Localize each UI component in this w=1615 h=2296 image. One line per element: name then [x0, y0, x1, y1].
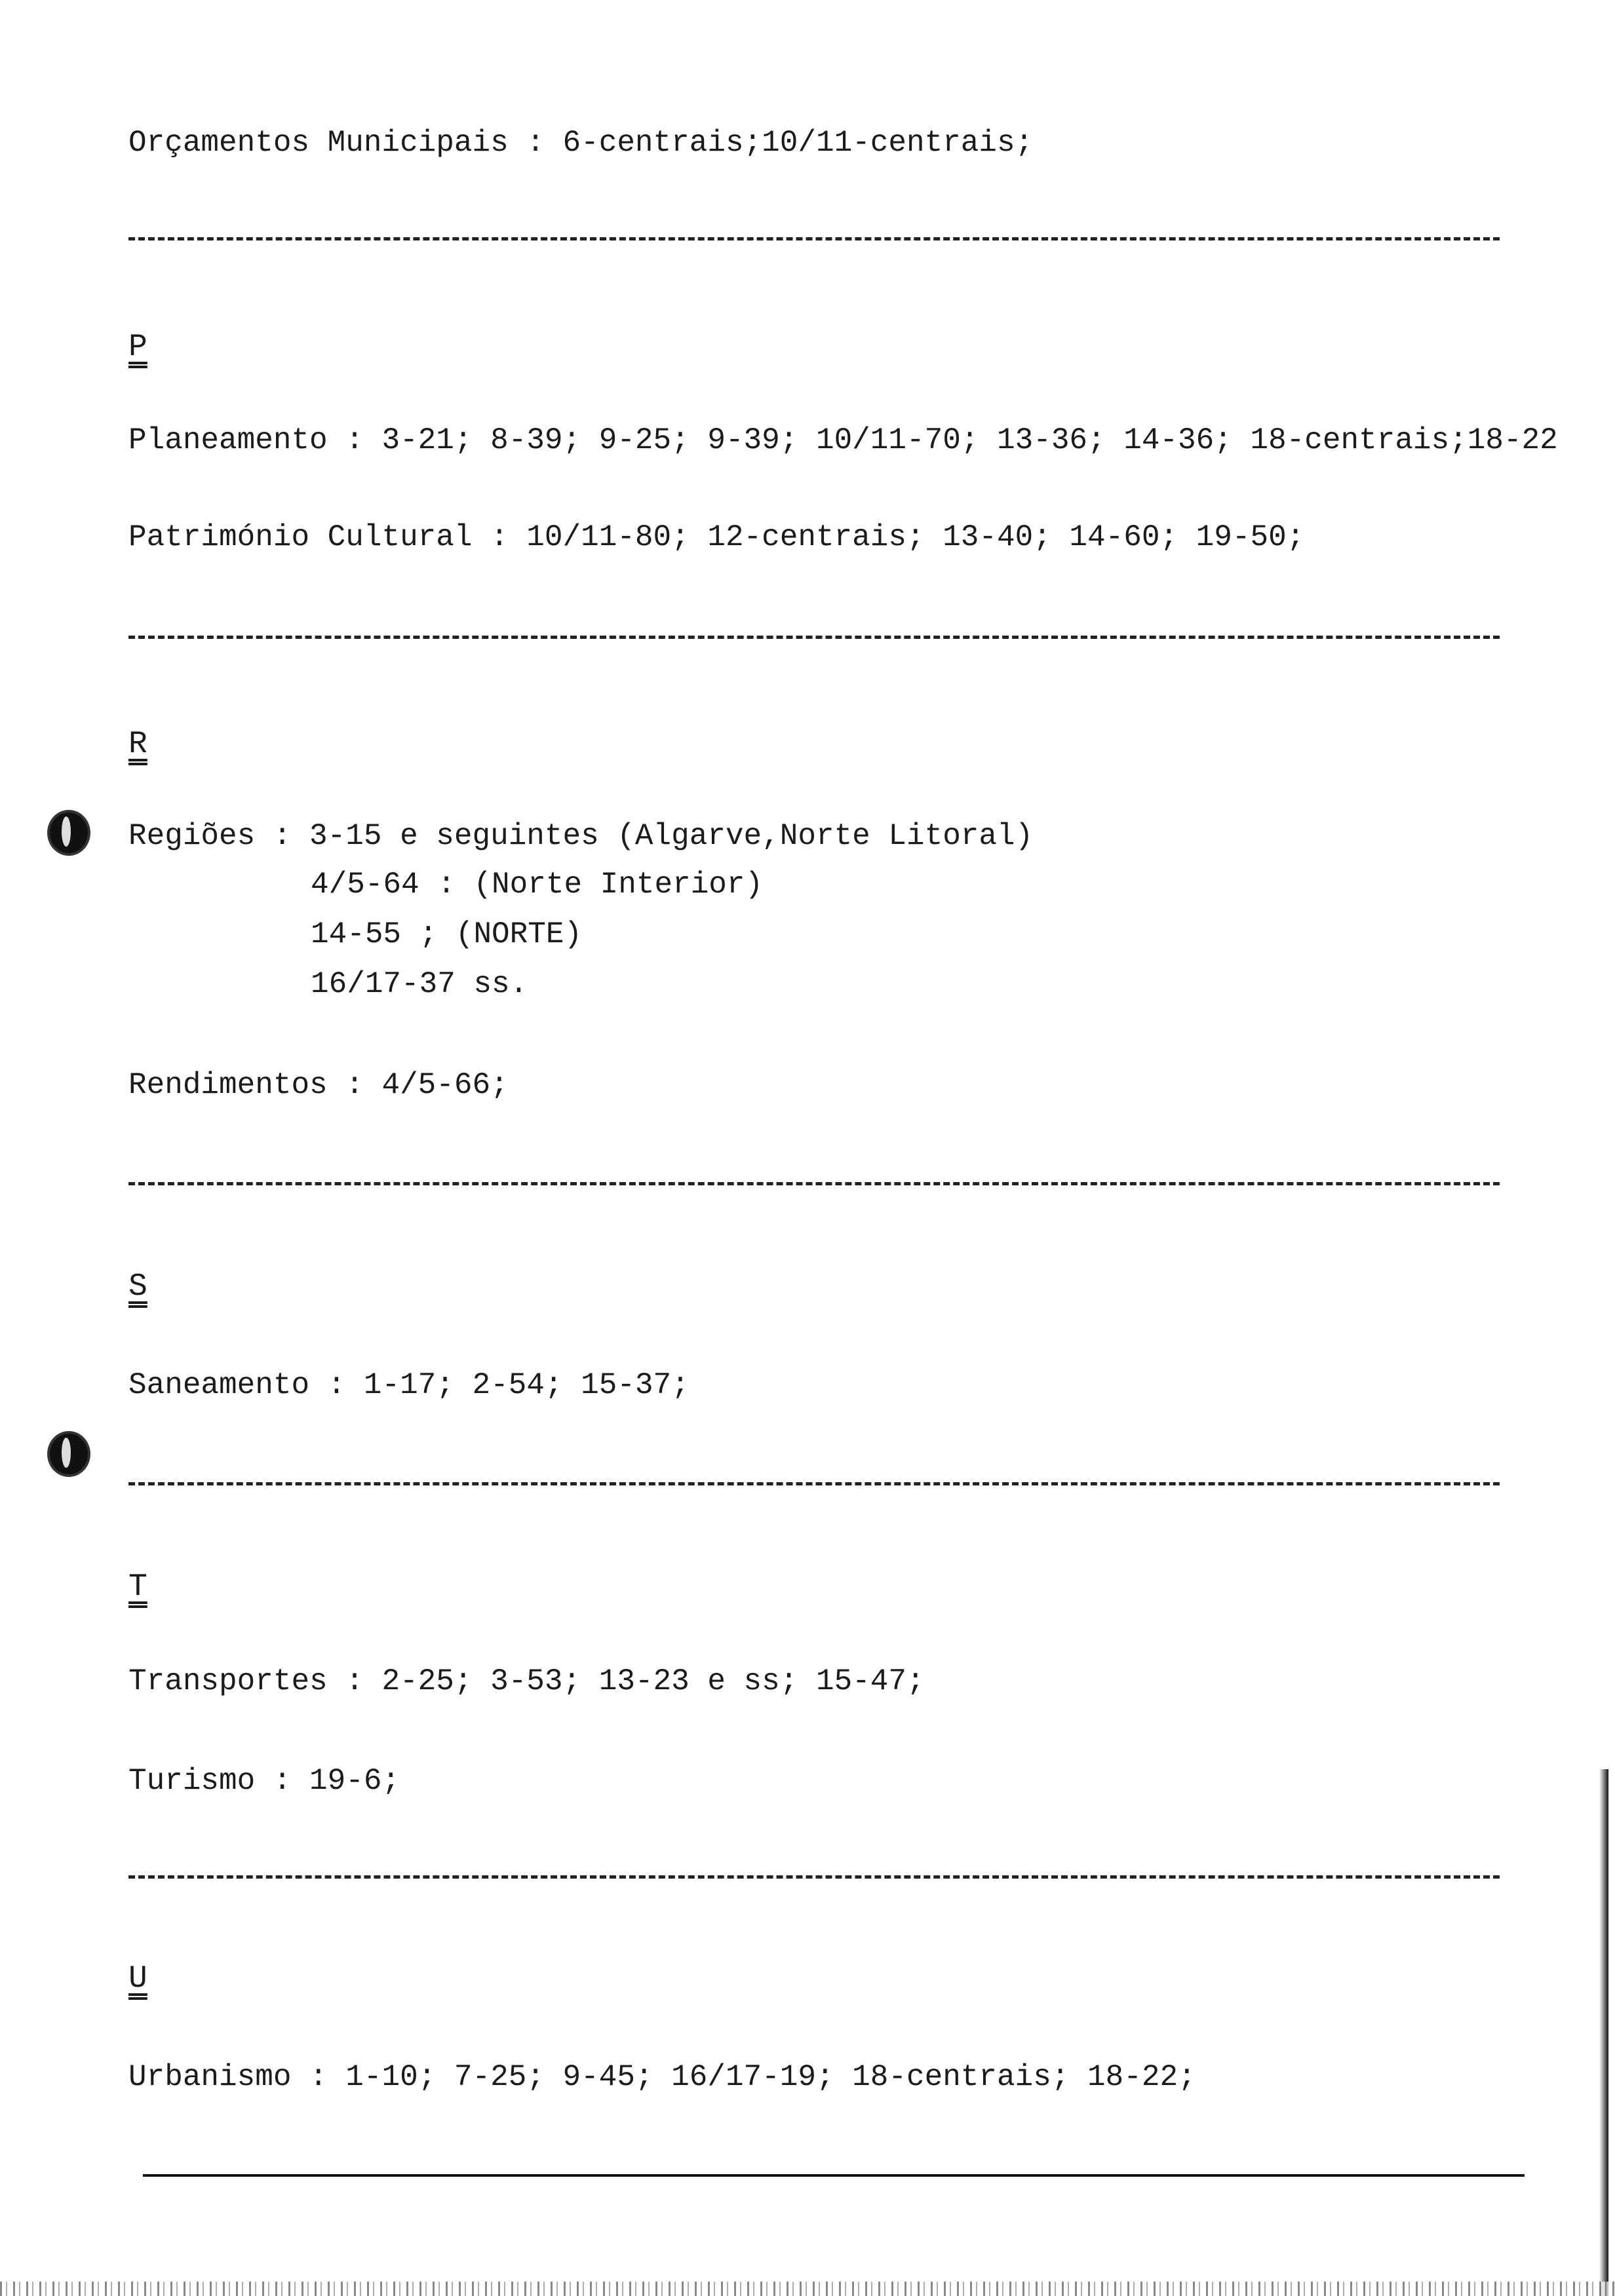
bottom-rule — [143, 2174, 1525, 2177]
entry-regioes-line-4: 16/17-37 ss. — [311, 967, 528, 1001]
entry-saneamento: Saneamento : 1-17; 2-54; 15-37; — [128, 1368, 690, 1402]
scan-edge-shadow — [1599, 1769, 1608, 2296]
scan-bottom-edge — [0, 2282, 1615, 2296]
section-letter-r: R — [128, 727, 147, 762]
separator-4 — [128, 1482, 1500, 1485]
punch-hole-icon — [47, 810, 90, 856]
entry-patrimonio: Património Cultural : 10/11-80; 12-centrais; 13-40; 14-60; 19-50; — [128, 520, 1305, 554]
entry-regioes: Regiões : 3-15 e seguintes (Algarve,Norte Litoral) — [128, 819, 1034, 853]
punch-hole-icon — [47, 1431, 90, 1477]
separator-1 — [128, 237, 1500, 240]
separator-2 — [128, 636, 1500, 639]
section-letter-p: P — [128, 330, 147, 365]
section-letter-s: S — [128, 1269, 147, 1305]
entry-transportes: Transportes : 2-25; 3-53; 13-23 e ss; 15-47; — [128, 1664, 925, 1698]
entry-regioes-line-2: 4/5-64 : (Norte Interior) — [311, 868, 764, 902]
entry-planeamento: Planeamento : 3-21; 8-39; 9-25; 9-39; 10/11-70; 13-36; 14-36; 18-centrais;18-22 — [128, 423, 1558, 457]
entry-regioes-line-3: 14-55 ; (NORTE) — [311, 917, 583, 951]
section-letter-t: T — [128, 1569, 147, 1605]
section-letter-u: U — [128, 1961, 147, 1997]
entry-urbanismo: Urbanismo : 1-10; 7-25; 9-45; 16/17-19; 18-centrais; 18-22; — [128, 2060, 1196, 2094]
separator-5 — [128, 1875, 1500, 1879]
separator-3 — [128, 1182, 1500, 1185]
entry-rendimentos: Rendimentos : 4/5-66; — [128, 1068, 509, 1102]
entry-turismo: Turismo : 19-6; — [128, 1764, 400, 1798]
entry-orcamentos: Orçamentos Municipais : 6-centrais;10/11-centrais; — [128, 126, 1034, 160]
